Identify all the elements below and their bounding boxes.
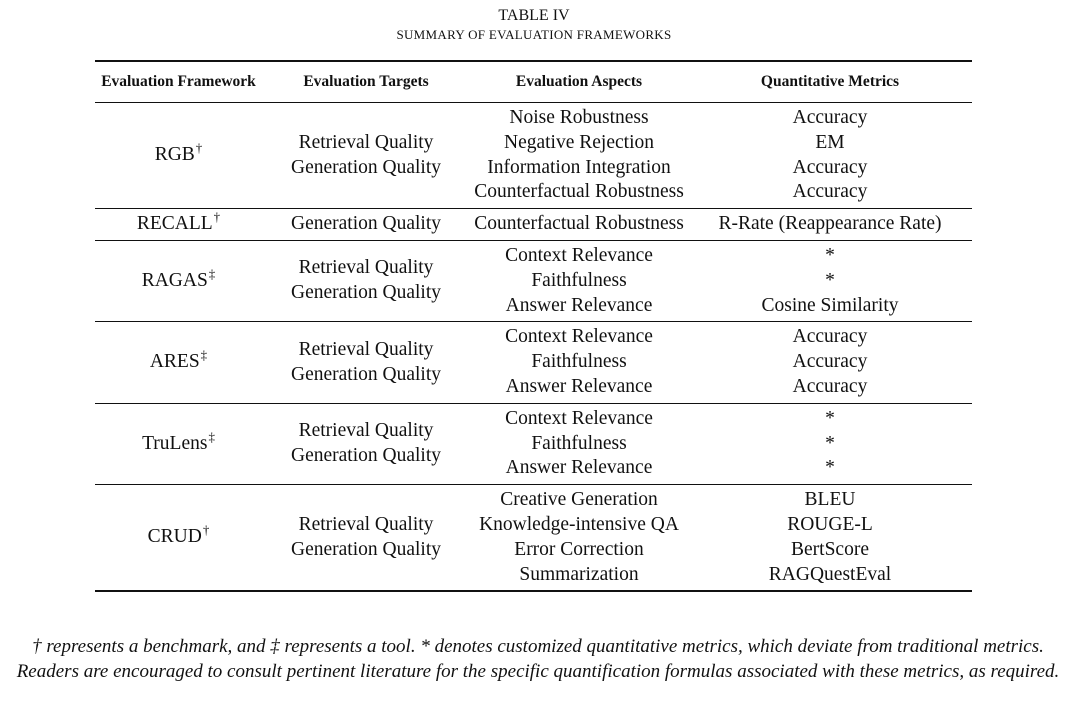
framework-cell — [95, 103, 262, 209]
targets-cell — [262, 322, 470, 403]
framework-name: RGB — [154, 144, 195, 166]
target-line: Generation Quality — [291, 282, 441, 304]
evaluation-frameworks-table — [95, 60, 972, 592]
table-row — [95, 209, 972, 241]
aspect-line: Answer Relevance — [505, 457, 653, 479]
aspect-line: Summarization — [519, 563, 639, 585]
aspect-line: Faithfulness — [531, 432, 627, 454]
framework-name: TruLens — [142, 432, 208, 454]
table-row — [95, 485, 972, 592]
target-line: Retrieval Quality — [298, 420, 434, 442]
targets-cell — [262, 403, 470, 484]
table-header-row — [95, 61, 972, 103]
metric-line: RAGQuestEval — [768, 563, 892, 585]
aspect-line: Error Correction — [514, 538, 644, 560]
metrics-cell — [688, 240, 972, 321]
targets-cell — [262, 209, 470, 241]
targets-cell — [262, 240, 470, 321]
metrics-cell — [688, 103, 972, 209]
table-footnote: † represents a benchmark, and ‡ represents a tool. * denotes customized quantitative metrics, which deviate from traditional metrics. Readers are encouraged to consult pertinent literature for the specific quantification formulas associated with these metrics, as required. — [16, 636, 1060, 682]
metrics-cell — [688, 403, 972, 484]
aspect-line: Context Relevance — [505, 407, 653, 429]
metrics-cell — [688, 485, 972, 592]
aspect-line: Context Relevance — [505, 244, 653, 266]
table-caption — [0, 6, 1068, 44]
aspects-cell — [470, 485, 688, 592]
framework-mark: † — [202, 522, 210, 538]
aspects-cell — [470, 322, 688, 403]
header-targets: Evaluation Targets — [262, 61, 470, 103]
metric-line: ROUGE-L — [787, 513, 873, 535]
framework-name: RAGAS — [141, 269, 208, 291]
aspects-cell — [470, 240, 688, 321]
framework-mark: ‡ — [200, 347, 208, 363]
framework-name: ARES — [149, 351, 200, 373]
framework-name: RECALL — [136, 213, 213, 235]
aspect-line: Creative Generation — [500, 489, 658, 511]
framework-cell — [95, 240, 262, 321]
target-line: Retrieval Quality — [298, 513, 434, 535]
aspect-line: Answer Relevance — [505, 294, 653, 316]
targets-cell — [262, 485, 470, 592]
aspect-line: Knowledge-intensive QA — [479, 513, 679, 535]
metric-line: * — [825, 432, 835, 454]
aspect-line: Counterfactual Robustness — [474, 181, 684, 203]
framework-mark: ‡ — [208, 428, 215, 444]
aspects-cell — [470, 103, 688, 209]
framework-name: CRUD — [147, 526, 202, 548]
table-number: TABLE IV — [498, 7, 570, 24]
target-line: Retrieval Quality — [298, 131, 434, 153]
table-row — [95, 322, 972, 403]
table-body — [95, 103, 972, 592]
metric-line: * — [825, 457, 835, 479]
metric-line: * — [825, 244, 835, 266]
metric-line: Accuracy — [792, 156, 868, 178]
framework-mark: † — [213, 209, 221, 225]
target-line: Generation Quality — [291, 156, 441, 178]
targets-cell — [262, 103, 470, 209]
metric-line: * — [825, 269, 835, 291]
aspects-cell — [470, 403, 688, 484]
framework-cell — [95, 209, 262, 241]
target-line: Generation Quality — [291, 213, 441, 235]
framework-cell — [95, 403, 262, 484]
table-row — [95, 103, 972, 209]
metric-line: R-Rate (Reappearance Rate) — [718, 213, 942, 235]
metric-line: BertScore — [791, 538, 869, 560]
aspect-line: Information Integration — [487, 156, 671, 178]
target-line: Retrieval Quality — [298, 338, 434, 360]
target-line: Retrieval Quality — [298, 257, 434, 279]
metric-line: Cosine Similarity — [761, 294, 899, 316]
aspect-line: Noise Robustness — [509, 107, 649, 128]
metric-line: Accuracy — [792, 107, 868, 128]
target-line: Generation Quality — [291, 538, 441, 560]
metrics-cell — [688, 322, 972, 403]
framework-mark: † — [195, 140, 203, 156]
metric-line: EM — [815, 131, 845, 153]
framework-cell — [95, 322, 262, 403]
framework-mark: ‡ — [208, 265, 216, 281]
table-title: SUMMARY OF EVALUATION FRAMEWORKS — [396, 27, 672, 42]
target-line: Generation Quality — [291, 363, 441, 385]
header-aspects: Evaluation Aspects — [470, 61, 688, 103]
aspect-line: Context Relevance — [505, 326, 653, 348]
framework-cell — [95, 485, 262, 592]
aspect-line: Counterfactual Robustness — [474, 213, 684, 235]
target-line: Generation Quality — [291, 444, 441, 466]
metric-line: Accuracy — [792, 181, 868, 203]
metric-line: BLEU — [804, 489, 856, 511]
aspect-line: Faithfulness — [531, 269, 627, 291]
aspect-line: Negative Rejection — [504, 131, 654, 153]
header-metrics: Quantitative Metrics — [688, 61, 972, 103]
metric-line: Accuracy — [792, 351, 868, 373]
header-framework: Evaluation Framework — [95, 61, 262, 103]
table-row — [95, 240, 972, 321]
aspects-cell — [470, 209, 688, 241]
table-row — [95, 403, 972, 484]
aspect-line: Answer Relevance — [505, 375, 653, 397]
aspect-line: Faithfulness — [531, 351, 627, 373]
metric-line: * — [825, 407, 835, 429]
metrics-cell — [688, 209, 972, 241]
metric-line: Accuracy — [792, 375, 868, 397]
metric-line: Accuracy — [792, 326, 868, 348]
